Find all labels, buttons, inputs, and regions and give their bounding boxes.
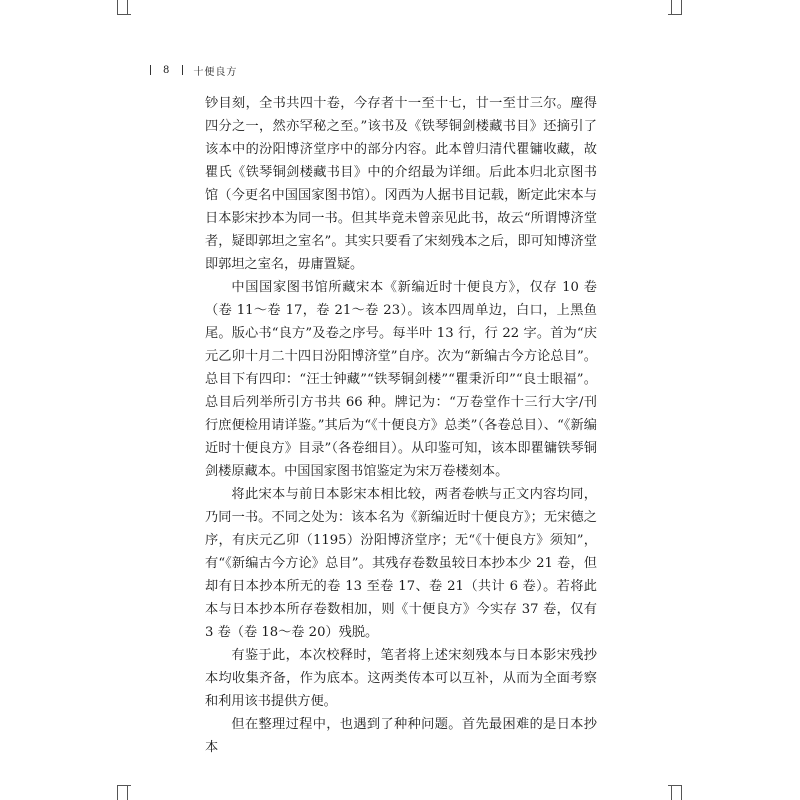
paragraph-2: 中国国家图书馆所藏宋本《新编近时十便良方》，仅存 10 卷（卷 11～卷 17，卷 21～卷 23）。该本四周单边，白口，上黑鱼尾。版心书“良方”及卷之序号。每半叶 13 行，行 22 字。首为“庆元乙卯十月二十四日汾阳博济堂”自序。次为“新编古今方论总目”。总目下有四印：“汪士钟藏”“铁琴铜剑楼”“瞿秉沂印”“良士眼福”。总目后列举所引方书共 66 种。牌记为：“万卷堂作十三行大字/刊行庶便检用请详鉴。”其后为“《十便良方》总类”（各卷总目）、“《新编近时十便良方》目录”（各卷细目）。从印鉴可知，该本即瞿镛铁琴铜剑楼原藏本。中国国家图书馆鉴定为宋万卷楼刻本。: [205, 280, 597, 479]
crop-mark-bottom-left-2: [117, 786, 118, 800]
crop-mark-top-right-3: [668, 14, 682, 15]
crop-mark-bottom-right-3: [681, 786, 682, 800]
paragraph-4: 有鉴于此，本次校释时，笔者将上述宋刻残本与日本影宋残抄本均收集齐备，作为底本。这两类传本可以互补，从而为全面考察和利用该书提供方便。: [205, 648, 597, 709]
crop-mark-bottom-left-1: [117, 785, 131, 786]
running-title: 十便良方: [193, 66, 238, 78]
crop-mark-bottom-left-3: [127, 786, 128, 800]
paragraph-1: 钞目刻，全书共四十卷，今存者十一至十七，廿一至廿三尔。麈得四分之一，然亦罕秘之至。”该书及《铁琴铜剑楼藏书目》还摘引了该本中的汾阳博济堂序中的部分内容。此本曾归清代瞿镛收藏，故瞿氏《铁琴铜剑楼藏书目》中的介绍最为详细。后此本归北京图书馆（今更名中国国家图书馆）。冈西为人据书目记载，断定此宋本与日本影宋抄本为同一书。但其毕竟未曾亲见此书，故云“所谓博济堂者，疑即郭坦之室名”。其实只要看了宋刻残本之后，即可知博济堂即郭坦之室名，毋庸置疑。: [205, 96, 597, 272]
header-rule-left: [150, 65, 151, 75]
crop-mark-top-right-2: [681, 0, 682, 14]
crop-mark-top-left-2: [127, 0, 128, 14]
page-number: 8: [163, 64, 171, 76]
crop-mark-top-left-1: [117, 0, 118, 14]
crop-mark-top-right-1: [671, 0, 672, 14]
running-header: [150, 62, 237, 78]
header-rule-right: [182, 65, 183, 75]
paragraph-5: 但在整理过程中，也遇到了种种问题。首先最困难的是日本抄本: [205, 717, 597, 755]
body-text: [205, 92, 597, 759]
crop-mark-top-left-3: [117, 14, 131, 15]
crop-mark-bottom-right-2: [671, 786, 672, 800]
paragraph-3: 将此宋本与前日本影宋本相比较，两者卷帙与正文内容均同，乃同一书。不同之处为：该本名为《新编近时十便良方》；无宋德之序，有庆元乙卯（1195）汾阳博济堂序；无“《十便良方》须知”，有“《新编古今方论》总目”。其残存卷数虽较日本抄本少 21 卷，但却有日本抄本所无的卷 13 至卷 17、卷 21（共计 6 卷）。若将此本与日本抄本所存卷数相加，则《十便良方》今实存 37 卷，仅有 3 卷（卷 18～卷 20）残脱。: [205, 487, 597, 640]
